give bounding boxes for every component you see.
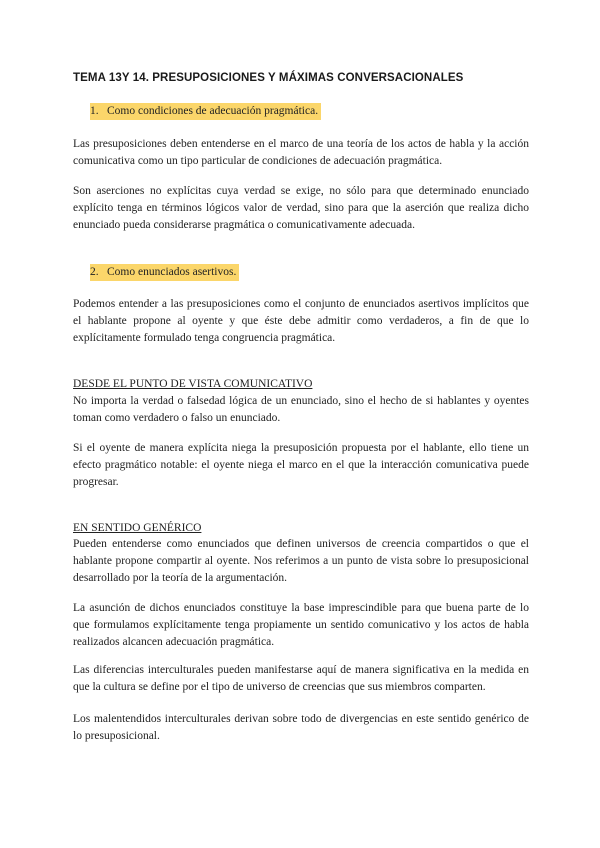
paragraph: No importa la verdad o falsedad lógica de un enunciado, sino el hecho de si hablantes y oyentes toman como verdadero o falso un enunciado. (73, 395, 529, 424)
paragraph: Son aserciones no explícitas cuya verdad se exige, no sólo para que determinado enunciado explícito tenga en términos lógicos valor de verdad, sino para que la aserción que realiza dicho enunciado pueda considerarse pragmática o comunicativamente adecuada. (73, 185, 529, 231)
paragraph: La asunción de dichos enunciados constituye la base imprescindible para que buena parte de lo que formulamos explícitamente tenga propiamente un sentido comunicativo y los actos de habla realizados alcancen adecuación pragmática. (73, 602, 529, 648)
list-item-conditions (90, 103, 321, 120)
section-heading-communicative: DESDE EL PUNTO DE VISTA COMUNICATIVO (73, 378, 313, 390)
list-item-assertive (90, 264, 239, 281)
paragraph: Las diferencias interculturales pueden manifestarse aquí de manera significativa en la medida en que la cultura se define por el tipo de universo de creencias que sus miembros comparten. (73, 664, 529, 693)
list-number: 2. (90, 266, 99, 278)
paragraph: Las presuposiciones deben entenderse en el marco de una teoría de los actos de habla y la acción comunicativa como un tipo particular de condiciones de adecuación pragmática. (73, 138, 529, 167)
list-number: 1. (90, 105, 99, 117)
section-heading-generic: EN SENTIDO GENÉRICO (73, 522, 202, 534)
paragraph: Los malentendidos interculturales derivan sobre todo de divergencias en este sentido genérico de lo presuposicional. (73, 713, 529, 742)
list-label: Como condiciones de adecuación pragmática. (107, 105, 319, 117)
paragraph: Podemos entender a las presuposiciones como el conjunto de enunciados asertivos implícitos que el hablante propone al oyente y que éste debe admitir como verdaderos, a fin de que lo explícitamente formulado tenga congruencia pragmática. (73, 298, 529, 344)
paragraph: Pueden entenderse como enunciados que definen universos de creencia compartidos o que el hablante propone compartir al oyente. Nos referimos a un punto de vista sobre lo presuposicional desarrollado por la teoría de la argumentación. (73, 538, 529, 584)
list-label: Como enunciados asertivos. (107, 266, 237, 278)
page-title: TEMA 13Y 14. PRESUPOSICIONES Y MÁXIMAS CONVERSACIONALES (73, 72, 464, 84)
paragraph: Si el oyente de manera explícita niega la presuposición propuesta por el hablante, ello tiene un efecto pragmático notable: el oyente niega el marco en el que la interacción comunicativa puede progresar. (73, 442, 529, 488)
